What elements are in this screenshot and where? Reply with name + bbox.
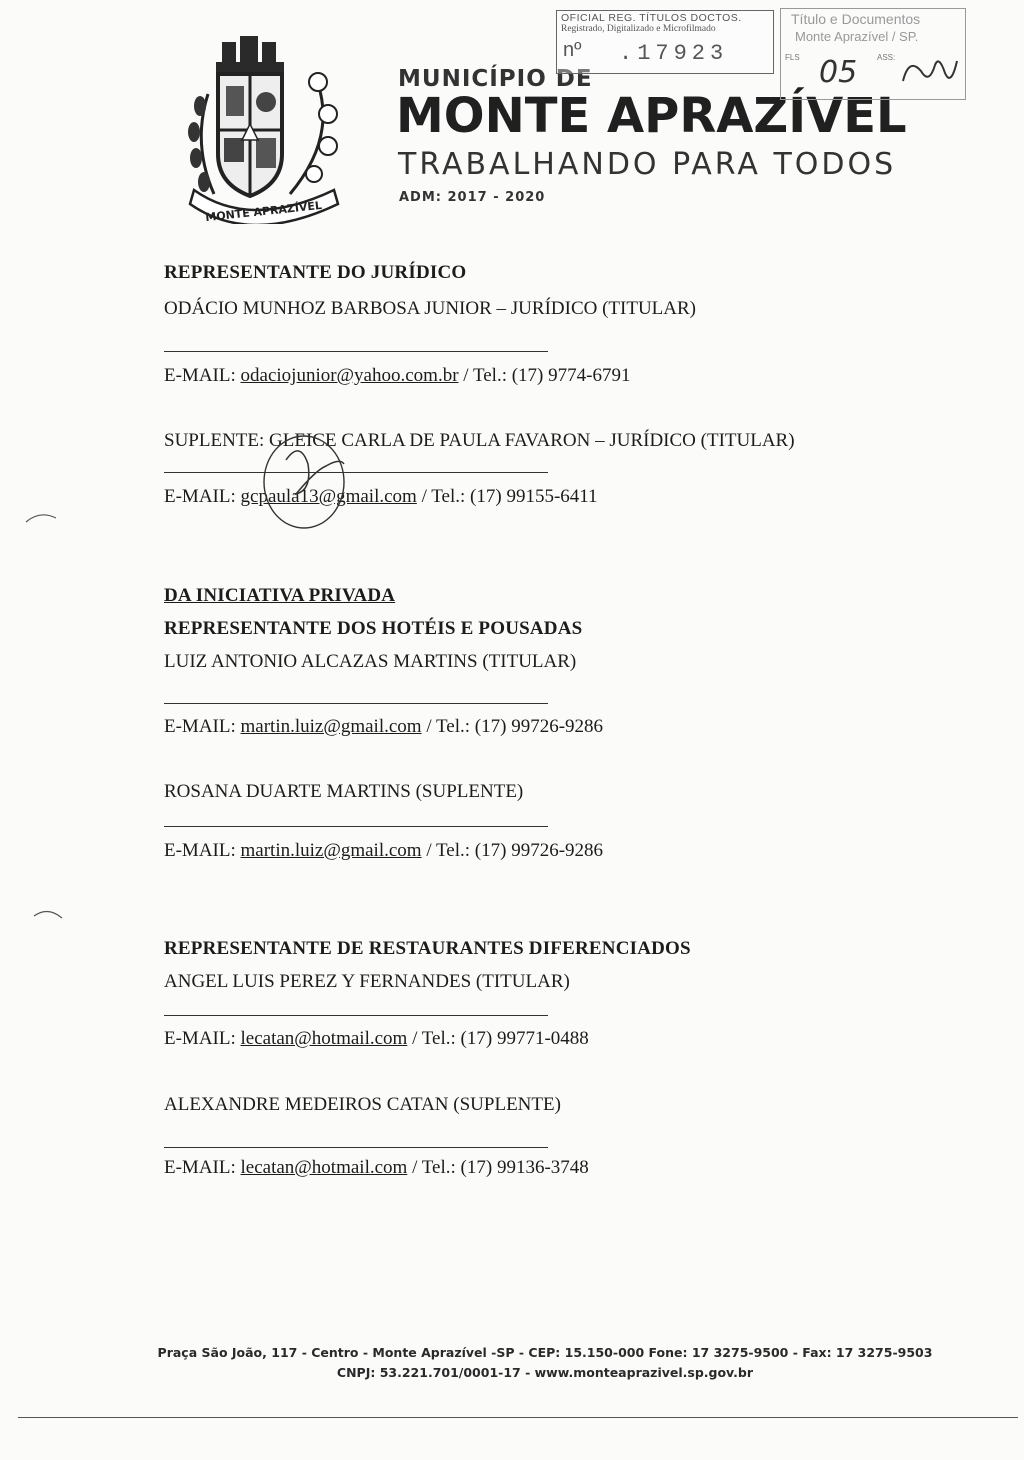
city-name: MONTE APRAZÍVEL	[396, 88, 907, 144]
fls-label: FLS	[785, 53, 800, 62]
juridico-title: REPRESENTANTE DO JURÍDICO	[164, 262, 467, 283]
juridico-titular-name: ODÁCIO MUNHOZ BARBOSA JUNIOR – JURÍDICO (TITULAR)	[164, 298, 696, 319]
registry-number: .17923	[619, 41, 729, 66]
registry-stamp-subtitle: Registrado, Digitalizado e Microfilmado	[561, 24, 716, 34]
restaurantes-title: REPRESENTANTE DE RESTAURANTES DIFERENCIADOS	[164, 938, 691, 959]
restaurantes-suplente-contact	[164, 1157, 589, 1179]
office-stamp-line1: Título e Documentos	[791, 11, 921, 27]
email-label: E-MAIL:	[164, 840, 236, 861]
email-link[interactable]: martin.luiz@gmail.com	[240, 716, 422, 737]
page-number: 05	[819, 55, 858, 90]
email-label: E-MAIL:	[164, 365, 236, 386]
ass-label: ASS:	[877, 53, 896, 62]
signature-line	[164, 1015, 548, 1016]
phone-text: / Tel.: (17) 9774-6791	[463, 365, 631, 386]
email-label: E-MAIL:	[164, 486, 236, 507]
initials-signature	[899, 51, 961, 93]
email-link[interactable]: odaciojunior@yahoo.com.br	[240, 365, 459, 386]
registry-stamp-title: OFICIAL REG. TÍTULOS DOCTOS.	[561, 12, 742, 24]
phone-text: / Tel.: (17) 99726-9286	[426, 716, 604, 737]
administration-period: ADM: 2017 - 2020	[399, 190, 546, 205]
hoteis-titular-name: LUIZ ANTONIO ALCAZAS MARTINS (TITULAR)	[164, 651, 577, 672]
hoteis-suplente-name: ROSANA DUARTE MARTINS (SUPLENTE)	[164, 781, 524, 802]
phone-text: / Tel.: (17) 99771-0488	[412, 1028, 589, 1049]
email-link[interactable]: martin.luiz@gmail.com	[240, 840, 422, 861]
slogan: TRABALHANDO PARA TODOS	[398, 147, 897, 182]
handwritten-signature	[256, 430, 356, 534]
phone-text: / Tel.: (17) 99155-6411	[421, 486, 598, 507]
restaurantes-suplente-name: ALEXANDRE MEDEIROS CATAN (SUPLENTE)	[164, 1094, 561, 1115]
phone-text: / Tel.: (17) 99726-9286	[426, 840, 604, 861]
suplente-name: GLEICE CARLA DE PAULA FAVARON – JURÍDICO (TITULAR)	[269, 430, 795, 451]
email-link[interactable]: lecatan@hotmail.com	[240, 1028, 408, 1049]
office-stamp-line2: Monte Aprazível / SP.	[795, 29, 919, 44]
juridico-suplente-contact	[164, 486, 598, 508]
restaurantes-titular-name: ANGEL LUIS PEREZ Y FERNANDES (TITULAR)	[164, 971, 570, 992]
hoteis-suplente-contact	[164, 840, 603, 862]
hoteis-titular-contact	[164, 716, 603, 738]
municipal-crest-logo	[178, 34, 348, 224]
signature-line	[164, 703, 548, 704]
signature-line	[164, 472, 548, 473]
email-label: E-MAIL:	[164, 1028, 236, 1049]
email-link[interactable]: gcpaula13@gmail.com	[240, 486, 417, 507]
privada-heading: DA INICIATIVA PRIVADA	[164, 585, 396, 606]
office-stamp	[780, 8, 966, 100]
juridico-titular-contact	[164, 365, 630, 387]
scan-mark	[22, 508, 62, 528]
signature-line	[164, 351, 548, 352]
signature-line	[164, 826, 548, 827]
municipality-label: MUNICÍPIO DE	[398, 66, 593, 92]
restaurantes-titular-contact	[164, 1028, 589, 1050]
crest-ribbon-text: MONTE APRAZÍVEL	[204, 198, 323, 224]
email-link[interactable]: lecatan@hotmail.com	[240, 1157, 408, 1178]
signature-line	[164, 1147, 548, 1148]
registry-no-label: nº	[563, 39, 582, 61]
suplente-label: SUPLENTE:	[164, 430, 265, 451]
registry-stamp	[556, 10, 774, 74]
footer-cnpj-website: CNPJ: 53.221.701/0001-17 - www.monteaprazivel.sp.gov.br	[336, 1365, 754, 1380]
email-label: E-MAIL:	[164, 1157, 236, 1178]
footer-rule	[18, 1417, 1018, 1418]
phone-text: / Tel.: (17) 99136-3748	[412, 1157, 589, 1178]
hoteis-title: REPRESENTANTE DOS HOTÉIS E POUSADAS	[164, 618, 583, 639]
scan-mark	[30, 904, 70, 924]
footer-address: Praça São João, 117 - Centro - Monte Aprazível -SP - CEP: 15.150-000 Fone: 17 3275-9500 - Fax: 17 3275-9503	[157, 1345, 933, 1360]
email-label: E-MAIL:	[164, 716, 236, 737]
